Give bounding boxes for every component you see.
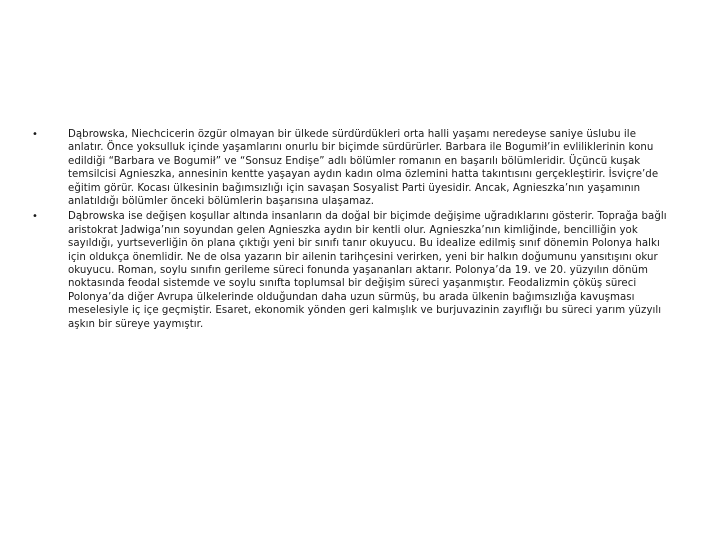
paragraph-1: Dąbrowska, Niechcicerin özgür olmayan bir ülkede sürdürdükleri orta halli yaşamı neredeyse saniye üslubu ile anlatır. Önce yoksulluk içinde yaşamlarını onurlu bir biçimde sürdürürler. Barbara ile Bogumił’in evliliklerinin konu edildiği “Barbara ve Bogumił” ve “Sonsuz Endişe” adlı bölümler romanın en başarılı bölümleridir. Üçüncü kuşak temsilcisi Agnieszka, annesinin kentte yaşayan aydın kadın olma özlemini hatta takıntısını gerçekleştirir. İsviçre’de eğitim görür. Kocası ülkesinin bağımsızlığı için savaşan Sosyalist Parti üyesidir. Ancak, Agnieszka’nın yaşamının anlatıldığı bölümler önceki bölümlerin başarısına ulaşamaz. [68,129,659,208]
bullet-dot: • [32,129,38,140]
bullet-item-1 [30,128,670,208]
bullet-dot: • [32,211,38,223]
paragraph-2: Dąbrowska ise değişen koşullar altında insanların da doğal bir biçimde değişime uğradıklarını gösterir. Toprağa bağlı aristokrat Jadwiga’nın soyundan gelen Agnieszka aydın bir kentli olur. Agnieszka’nın kimliğinde, bencilliğin yok sayıldığı, yurtseverliğin ön plana çıktığı yeni bir sınıfı tanır okuyucu. Bu idealize edilmiş sınıf dönemin Polonya halkı için oldukça önemlidir. Ne de olsa yazarın bir ailenin tarihçesini verirken, yeni bir halkın doğumunu yansıtışını okur okuyucu. Roman, soylu sınıfın gerileme süreci fonunda yaşananları aktarır. Polonya’da 19. ve 20. yüzyılın dönüm noktasında feodal sistemde ve soylu sınıfta toplumsal bir değişim süreci yaşanmıştır. Feodalizmin çöküş süreci Polonya’da diğer Avrupa ülkelerinde olduğundan daha uzun sürmüş, bu arada ülkenin bağımsızlığa kavuşması meselesiyle iç içe geçmiştir. Esaret, ekonomik yönden geri kalmışlık ve burjuvazinin zayıflığı bu süreci yarım yüzyılı aşkın bir süreye yaymıştır. [68,211,667,330]
bullet-list [30,128,670,333]
bullet-item-2 [30,210,670,331]
